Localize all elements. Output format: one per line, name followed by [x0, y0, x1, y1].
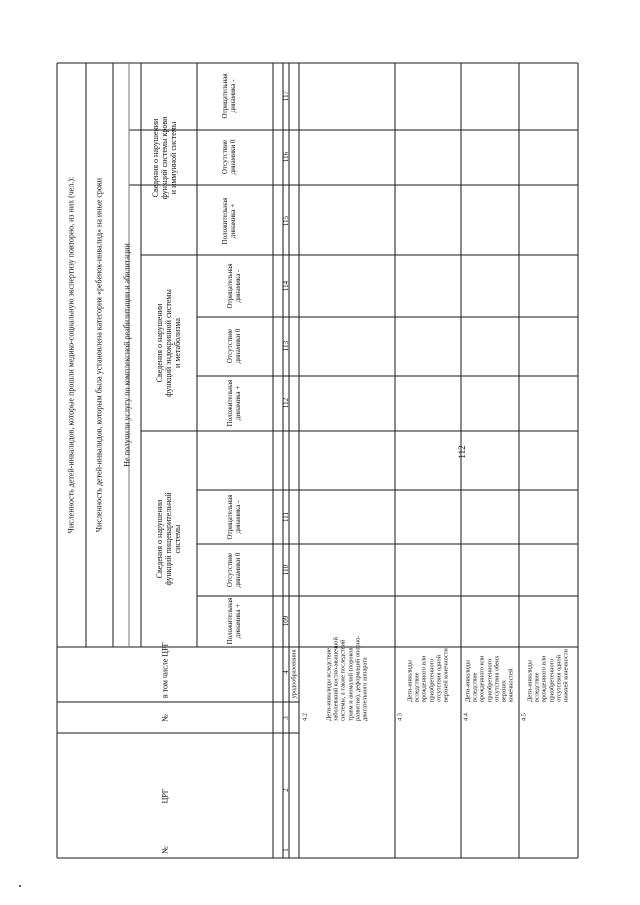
left-num-4: 4 — [281, 670, 290, 674]
row-id-4-3: 4.3 — [396, 713, 404, 721]
row-id-4-5: 4.5 — [520, 713, 528, 721]
row-id-4-2: 4.2 — [301, 713, 309, 721]
col-head-no: № — [160, 846, 170, 854]
subcol-115-label: Положительная динамика + — [220, 197, 237, 245]
left-num-3: 3 — [281, 716, 290, 720]
subcol-num-112: 112 — [281, 397, 290, 409]
subcol-111-label: Отрицательная динамика - — [225, 494, 242, 540]
subcol-num-113: 113 — [281, 340, 290, 352]
subcol-num-110: 110 — [281, 564, 290, 576]
left-num-2: 2 — [281, 788, 290, 792]
row-text-4-2: Дети-инвалиды вследствие заболеваний костно-мышечной системы, а также последствий травм и аномалий (пороков развития), деформаций опорно-двигательного аппарата — [325, 635, 369, 721]
row-text-4-5: Дети-инвалиды вследствие врожденного или приобретенного отсутствия одной нижней конечности — [526, 649, 570, 702]
scan-speck — [19, 885, 21, 887]
group-endocrine: Сведения о нарушении функций эндокринной системы и метаболизма — [155, 289, 183, 397]
subcol-num-115: 115 — [281, 215, 290, 227]
subcol-114-label: Отрицательная динамика - — [225, 263, 242, 309]
subcol-num-117: 117 — [281, 90, 290, 102]
subcol-num-116: 116 — [281, 151, 290, 163]
row-text-4-3: Дети-инвалиды вследствие врожденного или приобретенного отсутствия одной верхней конечности — [406, 648, 450, 702]
subcol-num-114: 114 — [281, 280, 290, 292]
subcol-num-111: 111 — [281, 512, 290, 522]
subcol-116-label: Отсутствие динамики 0 — [220, 139, 237, 175]
row-text-0: уродообразования — [289, 649, 297, 699]
group-digestive: Сведения о нарушении функций пищеварительной системы — [155, 492, 183, 586]
header-row2: Численность детей-инвалидов, которым была установлена категория «ребенок-инвалид» на иные сроки — [94, 177, 104, 533]
page-number: 112 — [457, 445, 467, 459]
col-head-crg: ЦРГ — [160, 788, 170, 804]
subcol-117-label: Отрицательная динамика - — [220, 73, 237, 119]
subcol-num-109: 109 — [281, 615, 290, 627]
subcol-110-label: Отсутствие динамики 0 — [225, 552, 242, 588]
subcol-113-label: Отсутствие динамики 0 — [225, 328, 242, 364]
left-num-1: 1 — [281, 848, 290, 852]
col-head-incl: в том числе ЦРГ — [160, 641, 170, 699]
subcol-109-label: Положительная динамика + — [225, 597, 242, 645]
header-row3: Не получили услугу по комплексной реабилитации и абилитации — [122, 243, 132, 467]
col-head-no2: № — [160, 714, 170, 722]
subcol-112-label: Положительная динамика + — [225, 379, 242, 427]
header-row1: Численность детей-инвалидов, которые прошли медико-социальную экспертизу повторно, из них (чел.): — [66, 176, 76, 534]
group-blood: Сведения о нарушении функций системы крови и иммунной системы — [151, 116, 179, 200]
row-text-4-4: Дети-инвалиды вследствие врожденного или приобретенного отсутствия обеих верхних конечностей — [464, 655, 516, 702]
row-id-4-4: 4.4 — [462, 713, 470, 721]
